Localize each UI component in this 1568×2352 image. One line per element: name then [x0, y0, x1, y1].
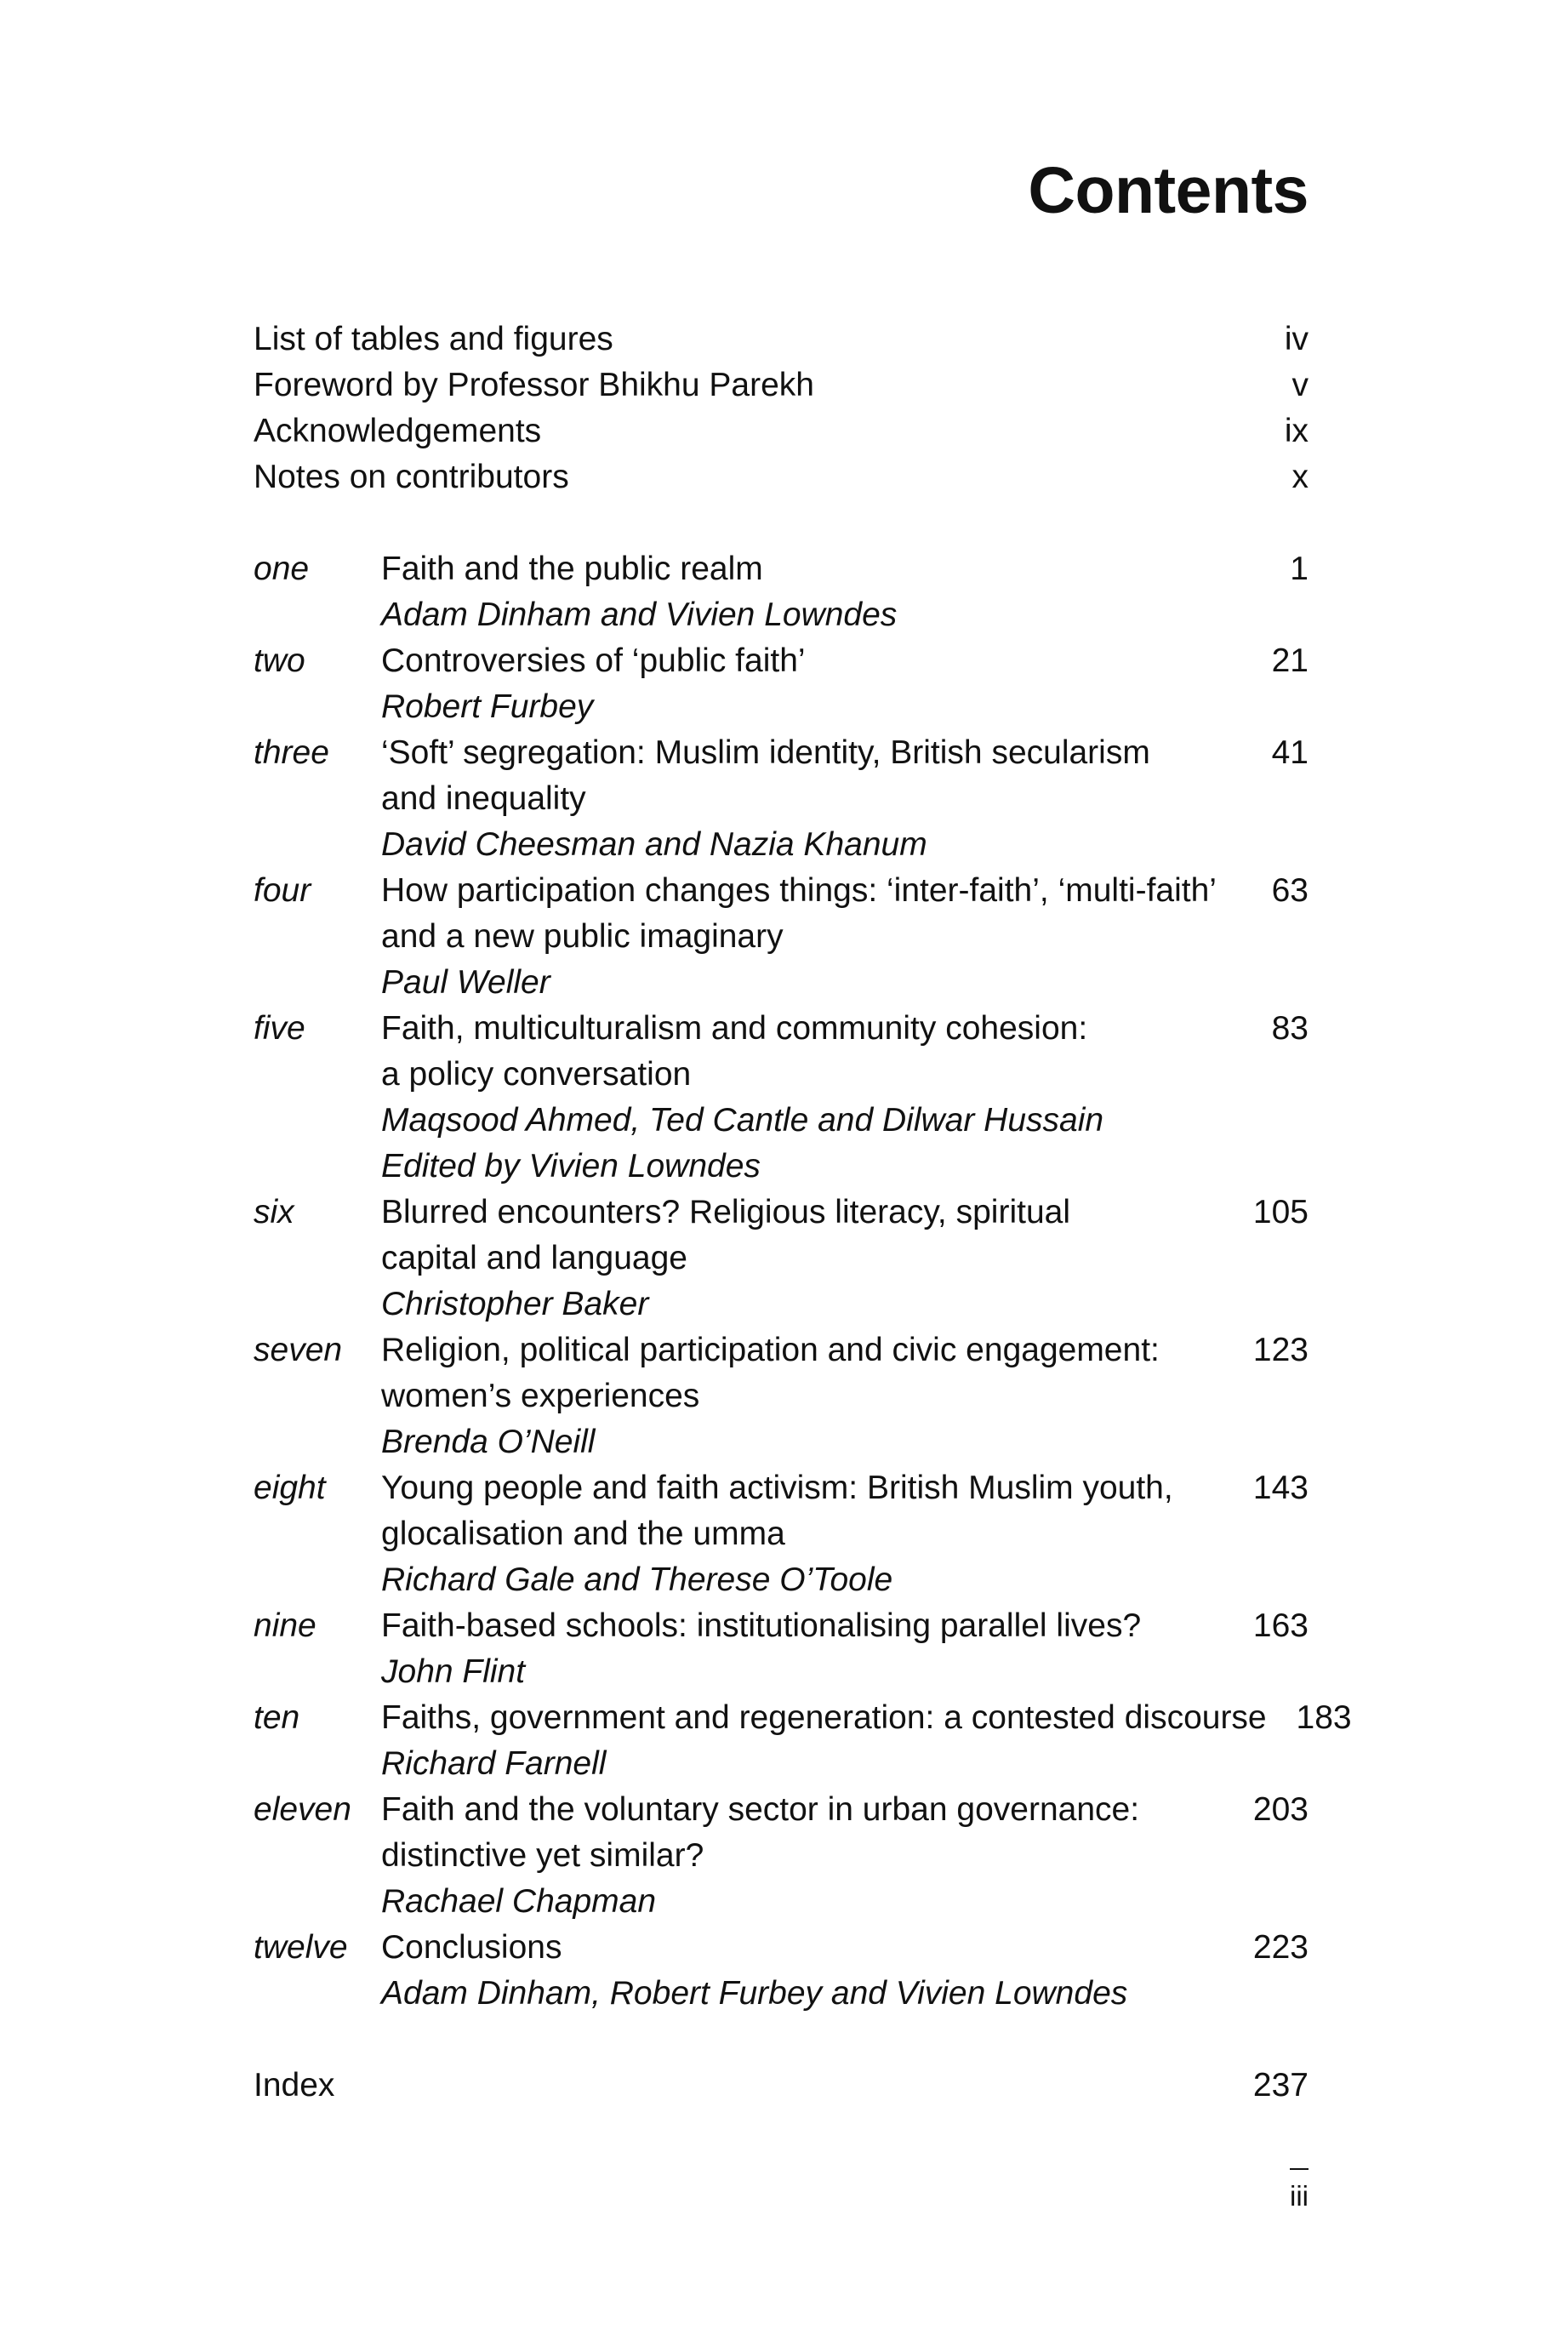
chapter-title-line: women’s experiences	[381, 1378, 700, 1414]
chapter-number: four	[254, 872, 311, 909]
chapter-title: Faith-based schools: institutionalising parallel lives?	[381, 1607, 1142, 1644]
chapter-title-line: and a new public imaginary	[381, 918, 784, 955]
entry-title: Index	[254, 2067, 335, 2104]
chapter-page: 203	[1252, 1791, 1309, 1828]
chapter-number: twelve	[254, 1929, 348, 1966]
chapter-page: 105	[1252, 1194, 1309, 1230]
chapter-author: Brenda O’Neill	[381, 1424, 596, 1460]
chapter-title: Conclusions	[381, 1929, 562, 1966]
chapter-title: Faith, multiculturalism and community cohesion:	[381, 1010, 1088, 1047]
chapter-editor-row	[254, 1144, 1309, 1190]
chapter-author: Richard Gale and Therese O’Toole	[381, 1561, 893, 1598]
chapter-author-row	[254, 1282, 1309, 1327]
toc-entry-index[interactable]	[254, 2063, 1309, 2109]
chapter-title-line: and inequality	[381, 780, 586, 817]
chapter-number: seven	[254, 1332, 343, 1368]
chapter-author: Adam Dinham, Robert Furbey and Vivien Lowndes	[381, 1975, 1128, 2012]
chapter-author-row	[254, 822, 1309, 868]
chapter-author-row	[254, 592, 1309, 638]
toc-chapter-nine[interactable]	[254, 1603, 1309, 1649]
chapter-page: 83	[1271, 1010, 1309, 1047]
chapter-title: Faiths, government and regeneration: a contested discourse	[381, 1699, 1267, 1736]
chapter-number: nine	[254, 1607, 316, 1644]
entry-page: ix	[1284, 413, 1309, 449]
chapter-title: How participation changes things: ‘inter-faith’, ‘multi-faith’	[381, 872, 1217, 909]
chapter-author: Paul Weller	[381, 964, 550, 1001]
chapter-author-row	[254, 1971, 1309, 2017]
entry-page: x	[1291, 459, 1309, 495]
toc-chapter-eleven[interactable]	[254, 1787, 1309, 1833]
chapter-editor: Edited by Vivien Lowndes	[381, 1148, 761, 1185]
chapter-page: 63	[1271, 872, 1309, 909]
chapter-author-row	[254, 1098, 1309, 1144]
chapter-page: 41	[1271, 734, 1309, 771]
chapter-title-continued	[254, 1052, 1309, 1098]
chapter-title: Controversies of ‘public faith’	[381, 642, 806, 679]
chapter-title: Blurred encounters? Religious literacy, spiritual	[381, 1194, 1070, 1230]
toc-chapter-two[interactable]	[254, 638, 1309, 684]
chapter-author: John Flint	[381, 1653, 526, 1690]
chapter-author: Adam Dinham and Vivien Lowndes	[381, 597, 898, 633]
toc-entry-tables-figures[interactable]	[254, 317, 1309, 363]
chapter-title: ‘Soft’ segregation: Muslim identity, British secularism	[381, 734, 1150, 771]
page-title: Contents	[1028, 154, 1309, 227]
chapter-author-row	[254, 960, 1309, 1006]
chapter-author-row	[254, 1741, 1309, 1787]
toc-chapter-five[interactable]	[254, 1006, 1309, 1052]
chapter-page: 183	[1296, 1699, 1352, 1736]
chapter-title: Faith and the public realm	[381, 551, 763, 587]
chapter-title-continued	[254, 776, 1309, 822]
chapter-number: five	[254, 1010, 305, 1047]
toc-chapter-three[interactable]	[254, 730, 1309, 776]
entry-title: Foreword by Professor Bhikhu Parekh	[254, 367, 814, 403]
chapter-title-line: a policy conversation	[381, 1056, 692, 1093]
toc-chapter-eight[interactable]	[254, 1465, 1309, 1511]
chapter-page: 21	[1271, 642, 1309, 679]
toc-chapter-six[interactable]	[254, 1190, 1309, 1236]
chapter-title-line: distinctive yet similar?	[381, 1837, 704, 1874]
chapter-title: Faith and the voluntary sector in urban governance:	[381, 1791, 1140, 1828]
chapter-author-row	[254, 1557, 1309, 1603]
chapter-author-row	[254, 1649, 1309, 1695]
chapter-author: David Cheesman and Nazia Khanum	[381, 826, 927, 863]
chapter-page: 123	[1252, 1332, 1309, 1368]
toc-entry-acknowledgements[interactable]	[254, 408, 1309, 454]
chapter-author: Christopher Baker	[381, 1286, 649, 1322]
chapter-number: two	[254, 642, 305, 679]
entry-page: iv	[1284, 321, 1309, 357]
chapter-title: Religion, political participation and civic engagement:	[381, 1332, 1160, 1368]
entry-title: Acknowledgements	[254, 413, 542, 449]
chapter-page: 163	[1252, 1607, 1309, 1644]
chapter-author-row	[254, 684, 1309, 730]
chapter-title-continued	[254, 1236, 1309, 1282]
chapter-author-row	[254, 1879, 1309, 1925]
toc-chapter-four[interactable]	[254, 868, 1309, 914]
toc-chapter-seven[interactable]	[254, 1327, 1309, 1373]
toc-chapter-twelve[interactable]	[254, 1925, 1309, 1971]
chapter-title-line: glocalisation and the umma	[381, 1516, 785, 1552]
chapter-author: Robert Furbey	[381, 688, 594, 725]
entry-title: List of tables and figures	[254, 321, 613, 357]
chapter-author: Rachael Chapman	[381, 1883, 657, 1920]
toc-chapter-one[interactable]	[254, 546, 1309, 592]
page-number: iii	[1290, 2180, 1309, 2212]
chapter-title-continued	[254, 1833, 1309, 1879]
entry-page: v	[1291, 367, 1309, 403]
entry-title: Notes on contributors	[254, 459, 569, 495]
entry-page: 237	[1252, 2067, 1309, 2104]
folio-rule	[1290, 2168, 1309, 2170]
chapter-number: eleven	[254, 1791, 351, 1828]
chapter-page: 1	[1290, 551, 1309, 587]
chapter-title-continued	[254, 1373, 1309, 1419]
toc-entry-contributors[interactable]	[254, 454, 1309, 500]
chapter-number: eight	[254, 1470, 326, 1506]
table-of-contents	[254, 317, 1352, 2109]
chapter-number: three	[254, 734, 329, 771]
toc-chapter-ten[interactable]	[254, 1695, 1352, 1741]
chapter-title: Young people and faith activism: British Muslim youth,	[381, 1470, 1173, 1506]
chapter-number: six	[254, 1194, 294, 1230]
chapter-title-continued	[254, 1511, 1309, 1557]
chapter-title-continued	[254, 914, 1309, 960]
chapter-number: ten	[254, 1699, 300, 1736]
chapter-page: 143	[1252, 1470, 1309, 1506]
chapter-number: one	[254, 551, 310, 587]
toc-entry-foreword[interactable]	[254, 363, 1309, 408]
chapter-author: Richard Farnell	[381, 1745, 607, 1782]
chapter-author-row	[254, 1419, 1309, 1465]
chapter-page: 223	[1252, 1929, 1309, 1966]
chapter-title-line: capital and language	[381, 1240, 687, 1276]
section-gap	[254, 500, 1309, 546]
chapter-author: Maqsood Ahmed, Ted Cantle and Dilwar Hussain	[381, 1102, 1104, 1139]
section-gap	[254, 2017, 1309, 2063]
